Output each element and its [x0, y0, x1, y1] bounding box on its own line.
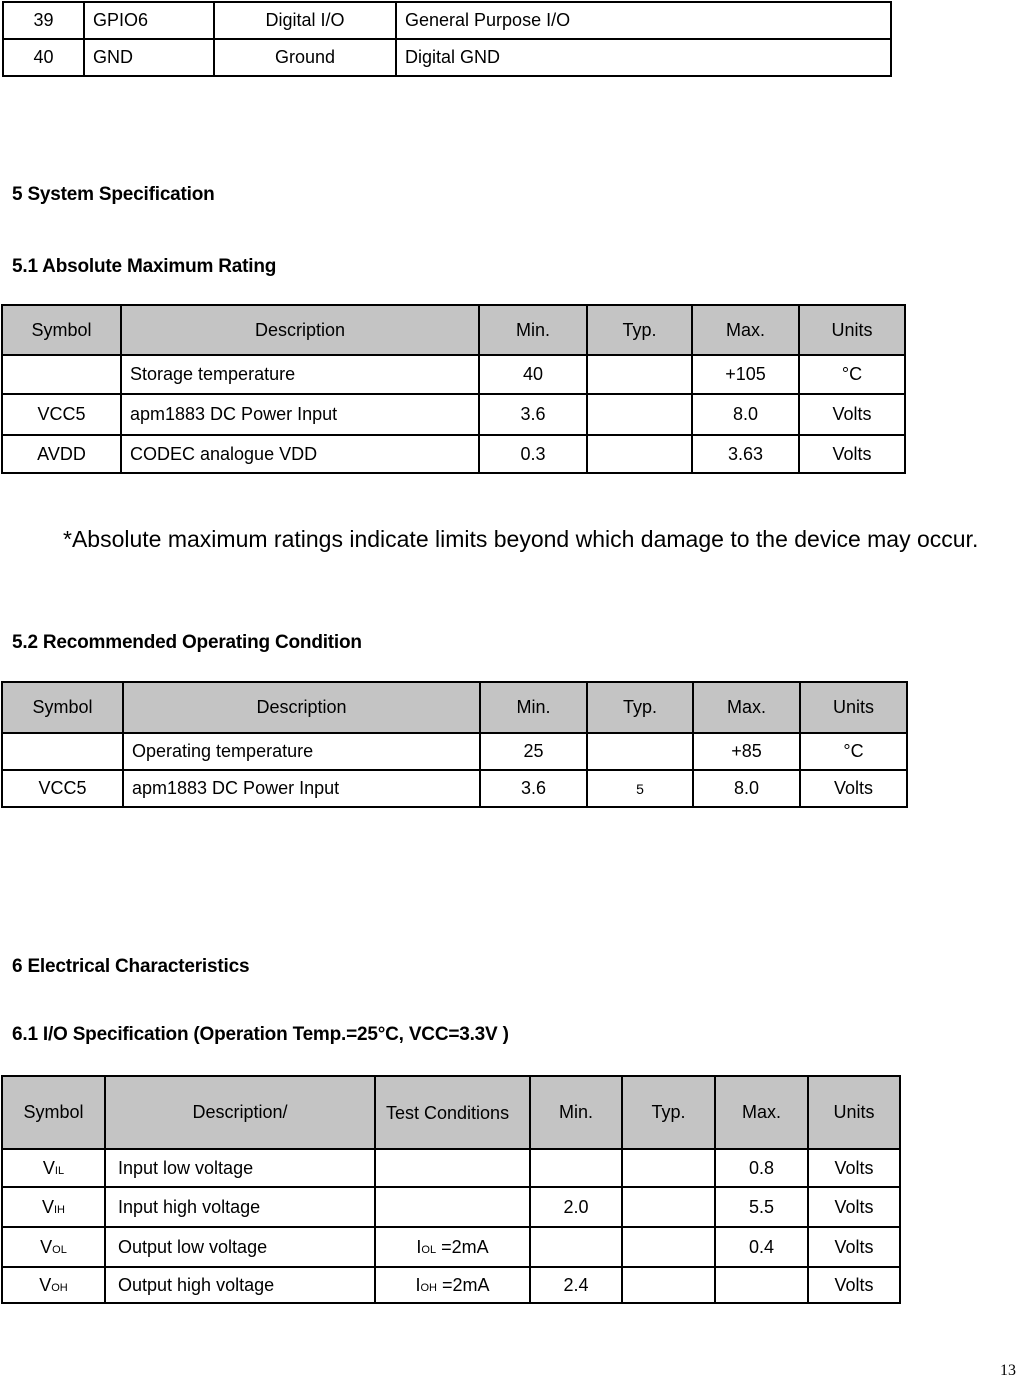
col-header: Test Conditions	[375, 1076, 530, 1149]
table-cell: 40	[479, 355, 587, 394]
table-cell	[530, 1227, 622, 1267]
table-row	[2, 1227, 900, 1267]
subsection-heading: 5.2 Recommended Operating Condition	[12, 632, 362, 653]
table-cell: Volts	[808, 1187, 900, 1227]
table-header-row	[2, 305, 905, 355]
table-cell: VCC5	[2, 770, 123, 807]
col-header: Max.	[692, 305, 799, 355]
table-cell: General Purpose I/O	[396, 2, 891, 39]
col-header: Typ.	[587, 305, 692, 355]
table-cell: 3.6	[480, 770, 587, 807]
col-header: Min.	[530, 1076, 622, 1149]
table-cell: +105	[692, 355, 799, 394]
table-cell	[587, 733, 693, 770]
table-cell	[2, 1187, 105, 1227]
table-cell	[375, 1187, 530, 1227]
table-cell: Input high voltage	[105, 1187, 375, 1227]
table-cell: AVDD	[2, 435, 121, 473]
table-cell	[715, 1267, 808, 1303]
table-cell: Digital GND	[396, 39, 891, 76]
table-cell: Volts	[808, 1267, 900, 1303]
table-cell: 3.6	[479, 394, 587, 435]
table-cell	[530, 1149, 622, 1187]
col-header: Units	[808, 1076, 900, 1149]
table-cell	[587, 355, 692, 394]
table-cell	[622, 1267, 715, 1303]
table-cell: 8.0	[693, 770, 800, 807]
table-cell: apm1883 DC Power Input	[123, 770, 480, 807]
table-cell: apm1883 DC Power Input	[121, 394, 479, 435]
table-row	[2, 733, 907, 770]
table-cell: 3.63	[692, 435, 799, 473]
table-cell: 25	[480, 733, 587, 770]
table-cell: Output high voltage	[105, 1267, 375, 1303]
table-cell: Volts	[799, 394, 905, 435]
table-cell	[622, 1187, 715, 1227]
table-cell: 40	[3, 39, 84, 76]
table-cell: Volts	[799, 435, 905, 473]
table-cell: +85	[693, 733, 800, 770]
col-header: Typ.	[622, 1076, 715, 1149]
table-row	[3, 2, 891, 39]
table-cell: Digital I/O	[214, 2, 396, 39]
table-row	[2, 1187, 900, 1227]
table-cell: 39	[3, 2, 84, 39]
section-heading: 6 Electrical Characteristics	[12, 956, 250, 977]
table-row	[2, 355, 905, 394]
tc-subscript: OH	[420, 1281, 437, 1294]
table-cell	[2, 1267, 105, 1303]
page-number: 13	[1000, 1362, 1016, 1379]
table-cell: 5.5	[715, 1187, 808, 1227]
table-cell: 8.0	[692, 394, 799, 435]
col-header: Min.	[479, 305, 587, 355]
table-cell: 2.0	[530, 1187, 622, 1227]
symbol: V	[40, 1236, 53, 1257]
table-row	[3, 39, 891, 76]
table-cell	[587, 394, 692, 435]
table-cell: 5	[587, 770, 693, 807]
section-heading: 5 System Specification	[12, 184, 215, 205]
tc-value: =2mA	[436, 1274, 490, 1295]
col-header: Max.	[693, 682, 800, 733]
symbol: V	[39, 1274, 52, 1295]
table-cell	[587, 435, 692, 473]
subsection-heading: 5.1 Absolute Maximum Rating	[12, 256, 277, 277]
table-cell	[2, 733, 123, 770]
table-row	[2, 1267, 900, 1303]
table-row	[2, 435, 905, 473]
subsection-heading: 6.1 I/O Specification (Operation Temp.=25°C, VCC=3.3V )	[12, 1024, 509, 1045]
table-cell: GPIO6	[84, 2, 214, 39]
tc-symbol: I	[416, 1236, 422, 1257]
col-header: Symbol	[2, 1076, 105, 1149]
symbol-subscript: IL	[54, 1164, 65, 1177]
table-cell: VCC5	[2, 394, 121, 435]
table-cell: Input low voltage	[105, 1149, 375, 1187]
col-header: Description	[121, 305, 479, 355]
abs-max-table	[1, 304, 906, 474]
rec-operating-table	[1, 681, 908, 808]
col-header: Max.	[715, 1076, 808, 1149]
abs-max-note: *Absolute maximum ratings indicate limits beyond which damage to the device may occur.	[63, 526, 979, 552]
table-cell	[2, 1227, 105, 1267]
table-cell: °C	[799, 355, 905, 394]
symbol-subscript: OH	[51, 1281, 68, 1294]
table-cell: Volts	[808, 1227, 900, 1267]
symbol-subscript: IH	[54, 1203, 65, 1216]
table-cell: CODEC analogue VDD	[121, 435, 479, 473]
col-header: Symbol	[2, 305, 121, 355]
table-row	[2, 770, 907, 807]
col-header: Units	[799, 305, 905, 355]
col-header: Description	[123, 682, 480, 733]
io-spec-table	[1, 1075, 901, 1304]
table-cell	[375, 1227, 530, 1267]
col-header: Symbol	[2, 682, 123, 733]
table-row	[2, 1149, 900, 1187]
symbol: V	[42, 1157, 55, 1178]
symbol: V	[41, 1196, 54, 1217]
table-cell	[622, 1227, 715, 1267]
table-cell: Volts	[808, 1149, 900, 1187]
symbol-subscript: OL	[52, 1243, 67, 1256]
table-cell: 2.4	[530, 1267, 622, 1303]
tc-symbol: I	[415, 1274, 421, 1295]
table-cell: Output low voltage	[105, 1227, 375, 1267]
table-cell: Storage temperature	[121, 355, 479, 394]
table-cell: 0.8	[715, 1149, 808, 1187]
pin-table	[2, 1, 892, 77]
table-cell: Ground	[214, 39, 396, 76]
table-cell: 0.3	[479, 435, 587, 473]
table-cell: GND	[84, 39, 214, 76]
table-cell	[2, 1149, 105, 1187]
table-header-row	[2, 682, 907, 733]
table-header-row	[2, 1076, 900, 1149]
table-cell: Volts	[800, 770, 907, 807]
tc-subscript: OL	[421, 1243, 437, 1256]
col-header: Min.	[480, 682, 587, 733]
table-cell	[2, 355, 121, 394]
table-cell	[375, 1267, 530, 1303]
col-header: Typ.	[587, 682, 693, 733]
table-cell: 0.4	[715, 1227, 808, 1267]
table-cell: Operating temperature	[123, 733, 480, 770]
table-cell	[375, 1149, 530, 1187]
table-row	[2, 394, 905, 435]
table-cell	[622, 1149, 715, 1187]
col-header: Description/	[105, 1076, 375, 1149]
tc-value: =2mA	[436, 1236, 489, 1257]
table-cell: °C	[800, 733, 907, 770]
col-header: Units	[800, 682, 907, 733]
